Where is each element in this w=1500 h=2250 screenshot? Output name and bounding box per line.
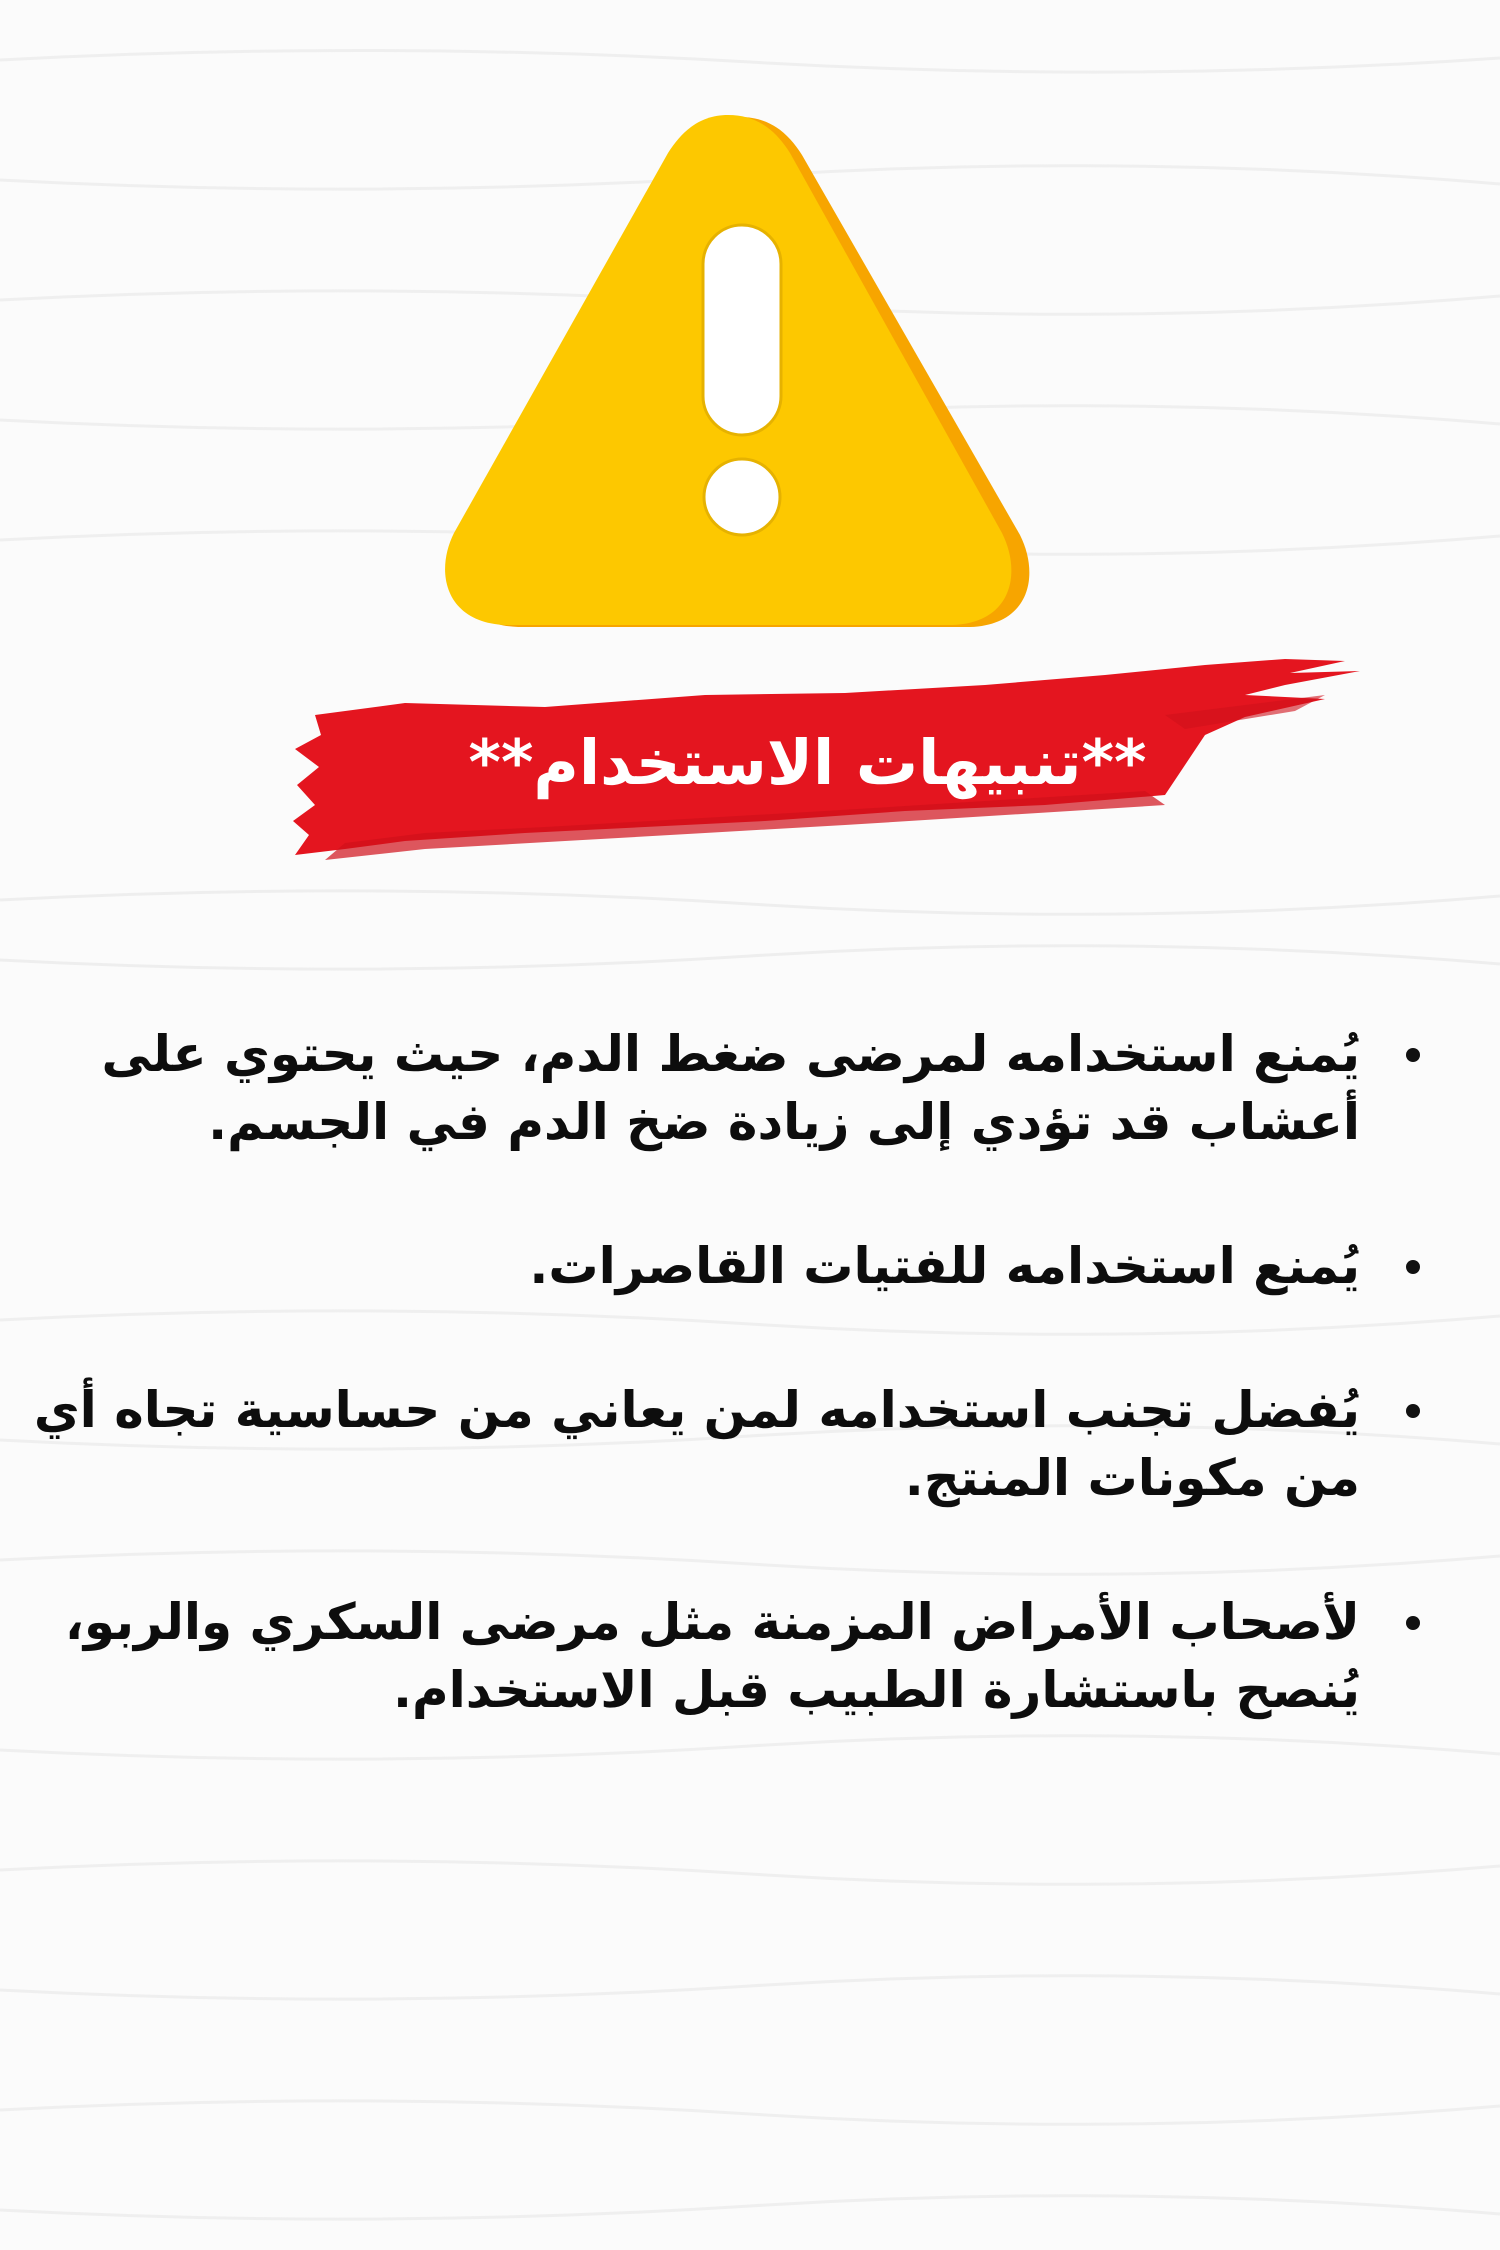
list-item [20,1588,1440,1724]
title-banner [285,655,1360,870]
note-text: لأصحاب الأمراض المزمنة مثل مرضى السكري والربو، يُنصح باستشارة الطبيب قبل الاستخدام. [64,1593,1360,1719]
warning-triangle-icon [440,105,1040,645]
page-title: **تنبيهات الاستخدام** [468,726,1147,799]
note-text: يُمنع استخدامه للفتيات القاصرات. [529,1237,1360,1295]
note-text: يُمنع استخدامه لمرضى ضغط الدم، حيث يحتوي على أعشاب قد تؤدي إلى زيادة ضخ الدم في الجسم. [101,1025,1360,1151]
list-item [20,1020,1440,1156]
exclamation-bar [703,225,781,435]
warnings-list [20,1020,1440,1800]
bullet-icon [1406,1404,1420,1418]
bullet-icon [1406,1048,1420,1062]
list-item [20,1376,1440,1512]
exclamation-dot [704,459,780,535]
note-text: يُفضل تجنب استخدامه لمن يعاني من حساسية تجاه أي من مكونات المنتج. [33,1381,1360,1507]
bullet-icon [1406,1616,1420,1630]
bullet-icon [1406,1260,1420,1274]
list-item [20,1232,1440,1300]
